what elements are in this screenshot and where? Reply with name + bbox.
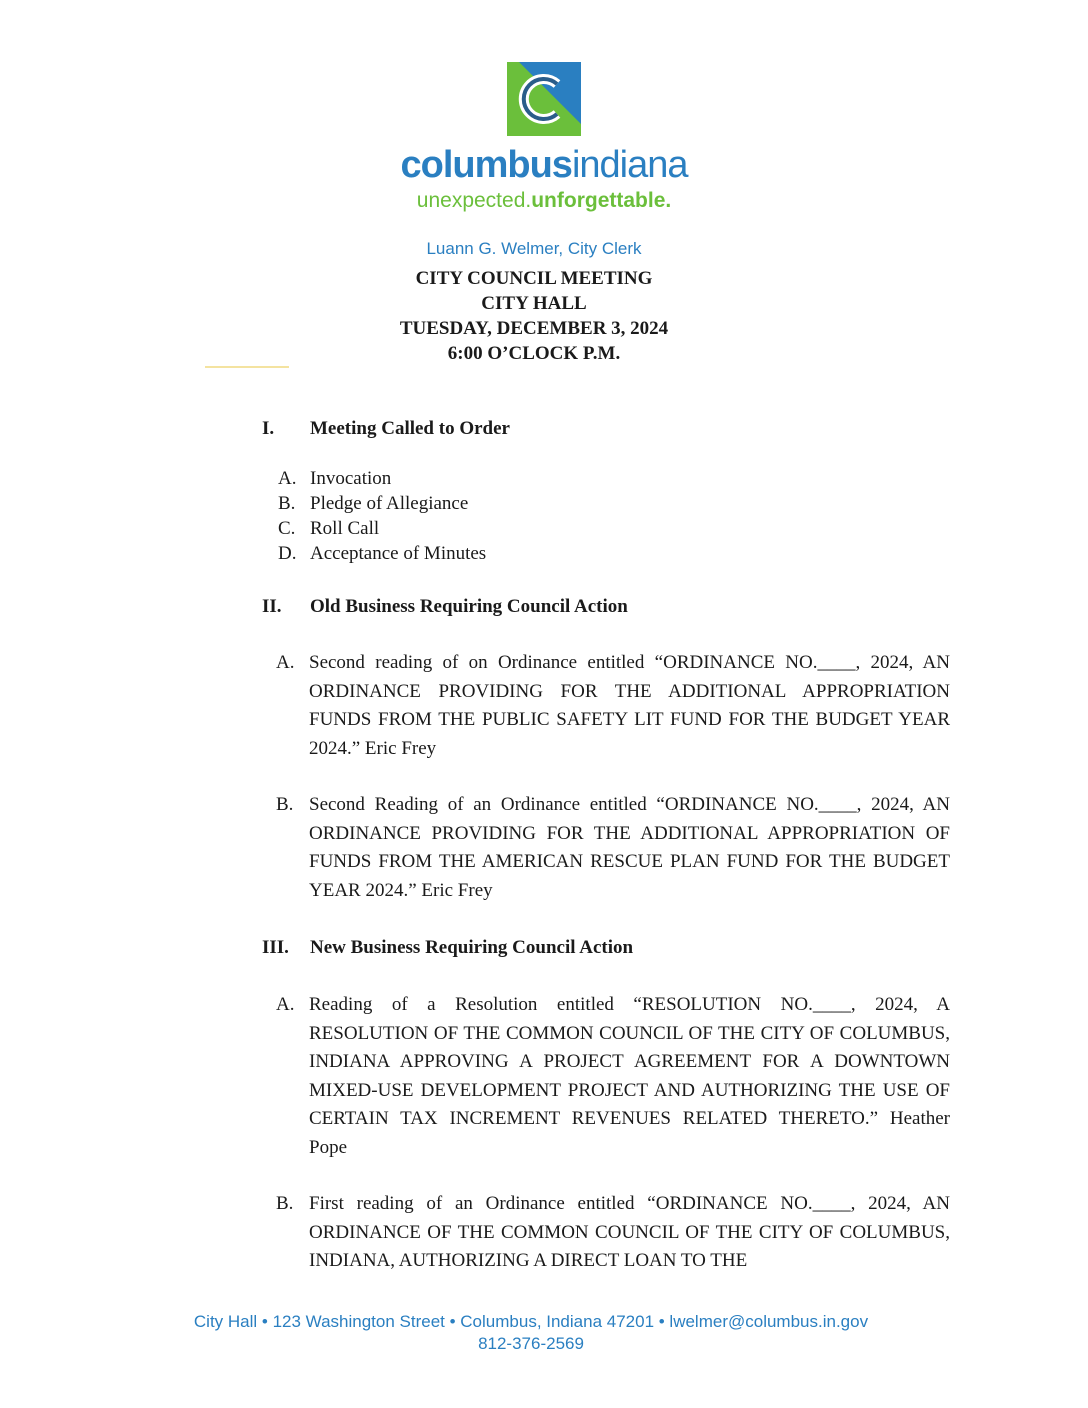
item-text: Roll Call	[310, 518, 380, 539]
section-number: I.	[262, 418, 275, 439]
item-letter: A.	[276, 994, 295, 1015]
section-title: New Business Requiring Council Action	[310, 937, 634, 958]
section-number: III.	[262, 937, 289, 958]
item-letter: D.	[278, 543, 297, 564]
agenda-item	[276, 791, 950, 905]
agenda-item	[276, 991, 950, 1162]
footer-address: City Hall • 123 Washington Street • Columbus, Indiana 47201 • lwelmer@columbus.in.gov	[193, 1312, 869, 1331]
section-heading	[262, 418, 510, 440]
title-line: TUESDAY, DECEMBER 3, 2024	[399, 318, 669, 339]
item-text: Second Reading of an Ordinance entitled “ORDINANCE NO.____, 2024, AN ORDINANCE PROVIDING FOR THE ADDITIONAL APPROPRIATION OF FUNDS FROM THE AMERICAN RESCUE PLAN FUND FOR THE BUDGET YEAR 2024.” Eric Frey	[309, 794, 950, 901]
item-text: Acceptance of Minutes	[310, 543, 487, 564]
logo	[0, 62, 1088, 141]
list-item	[278, 491, 486, 516]
footer-phone: 812-376-2569	[478, 1334, 584, 1353]
section-heading	[262, 596, 628, 618]
section-title: Meeting Called to Order	[310, 418, 510, 439]
brand-light: indiana	[571, 144, 688, 186]
brand-bold: columbus	[400, 144, 572, 186]
section-heading	[262, 937, 633, 959]
footer	[0, 1311, 1062, 1355]
tagline-bold: unforgettable.	[531, 189, 672, 212]
item-text: Invocation	[310, 468, 392, 489]
list-item	[278, 466, 486, 491]
section-title: Old Business Requiring Council Action	[310, 596, 628, 617]
title-line: CITY HALL	[481, 293, 587, 314]
item-letter: B.	[276, 1193, 294, 1214]
meeting-title	[0, 266, 1068, 366]
list-item	[278, 516, 486, 541]
item-letter: B.	[276, 794, 294, 815]
item-text: Pledge of Allegiance	[310, 493, 469, 514]
tagline	[0, 188, 1088, 214]
item-text: Reading of a Resolution entitled “RESOLUTION NO.____, 2024, A RESOLUTION OF THE COMMON COUNCIL OF THE CITY OF COLUMBUS, INDIANA APPROVING A PROJECT AGREEMENT FOR A DOWNTOWN MIXED-USE DEVELOPMENT PROJECT AND AUTHORIZING THE USE OF CERTAIN TAX INCREMENT REVENUES RELATED THERETO.” Heather Pope	[309, 994, 950, 1158]
agenda-item	[276, 649, 950, 763]
item-letter: A.	[278, 468, 297, 489]
title-line: 6:00 O’CLOCK P.M.	[447, 343, 621, 364]
item-text: First reading of an Ordinance entitled “ORDINANCE NO.____, 2024, AN ORDINANCE OF THE COMMON COUNCIL OF THE CITY OF COLUMBUS, INDIANA, AUTHORIZING A DIRECT LOAN TO THE	[309, 1193, 950, 1271]
agenda-item	[276, 1190, 950, 1276]
brand-wordmark	[0, 142, 1088, 188]
columbus-c-logo-icon	[507, 62, 581, 136]
item-text: Second reading of on Ordinance entitled “ORDINANCE NO.____, 2024, AN ORDINANCE PROVIDING FOR THE ADDITIONAL APPROPRIATION FUNDS FROM THE PUBLIC SAFETY LIT FUND FOR THE BUDGET YEAR 2024.” Eric Frey	[309, 652, 950, 759]
clerk-name: Luann G. Welmer, City Clerk	[426, 239, 642, 258]
highlight-mark	[205, 366, 289, 368]
title-line: CITY COUNCIL MEETING	[415, 268, 653, 289]
item-letter: B.	[278, 493, 296, 514]
item-letter: A.	[276, 652, 295, 673]
list-item	[278, 541, 486, 566]
item-letter: C.	[278, 518, 296, 539]
tagline-light: unexpected.	[416, 189, 532, 212]
section-number: II.	[262, 596, 282, 617]
agenda-list	[278, 466, 486, 566]
